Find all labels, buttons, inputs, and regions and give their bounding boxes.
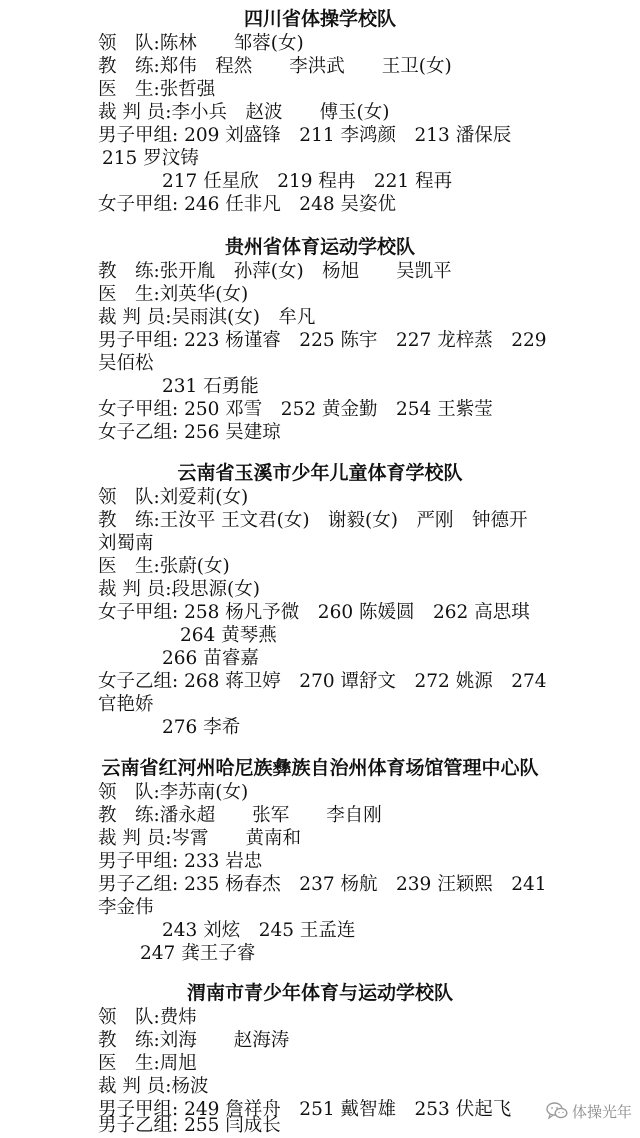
- roster-line: 吴佰松: [98, 353, 154, 374]
- roster-line: 217 任星欣 219 程冉 221 程再: [162, 171, 453, 192]
- roster-line: 女子乙组: 256 吴建琼: [98, 422, 281, 443]
- roster-line: 官艳娇: [98, 694, 154, 715]
- coach-line: 教 练:潘永超 张军 李自刚: [98, 805, 382, 826]
- wechat-icon: [546, 1102, 568, 1120]
- watermark-text: 体操光年: [571, 1102, 632, 1121]
- referee-line: 裁 判 员:李小兵 赵波 傅玉(女): [98, 102, 390, 123]
- team-leader-line: 领 队:李苏南(女): [98, 782, 249, 803]
- roster-line: 男子甲组: 233 岩忠: [98, 851, 263, 872]
- section-title: 云南省玉溪市少年儿童体育学校队: [177, 462, 463, 484]
- team-leader-line: 领 队:陈林 邹蓉(女): [98, 33, 304, 54]
- team-leader-line: 领 队:刘爱莉(女): [98, 487, 249, 508]
- coach-line: 教 练:王汝平 王文君(女) 谢毅(女) 严刚 钟德开: [98, 510, 528, 531]
- roster-line: 264 黄琴燕: [180, 625, 277, 646]
- doctor-line: 医 生:张哲强: [98, 79, 216, 100]
- section-title: 贵州省体育运动学校队: [224, 236, 415, 258]
- section-title: 渭南市青少年体育与运动学校队: [186, 982, 453, 1004]
- section-title: 四川省体操学校队: [243, 8, 396, 30]
- coach-line: 刘蜀南: [98, 533, 154, 554]
- referee-line: 裁 判 员:岑霄 黄南和: [98, 828, 301, 849]
- section-title: 云南省红河州哈尼族彝族自治州体育场馆管理中心队: [101, 757, 539, 779]
- roster-line: 276 李希: [162, 717, 241, 738]
- roster-line: 男子甲组: 223 杨谨睿 225 陈宇 227 龙梓蒸 229: [98, 330, 547, 351]
- roster-line: 女子甲组: 246 任非凡 248 吴姿优: [98, 194, 396, 215]
- roster-line: 266 苗睿嘉: [162, 648, 259, 669]
- roster-line: 女子乙组: 268 蒋卫婷 270 谭舒文 272 姚源 274: [98, 671, 547, 692]
- team-leader-line: 领 队:费炜: [98, 1007, 197, 1028]
- doctor-line: 医 生:张蔚(女): [98, 556, 230, 577]
- roster-line: 男子乙组: 255 闫成长: [98, 1115, 281, 1136]
- coach-line: 教 练:郑伟 程然 李洪武 王卫(女): [98, 56, 452, 77]
- roster-line: 243 刘炫 245 王孟连: [162, 920, 356, 941]
- roster-line: 男子甲组: 209 刘盛锋 211 李鸿颜 213 潘保辰: [98, 125, 512, 146]
- roster-line: 215 罗汶铸: [102, 148, 199, 169]
- roster-line: 247 龚王子睿: [140, 943, 256, 964]
- roster-line: 男子甲组: 249 詹祥舟 251 戴智雄 253 伏起飞: [98, 1099, 512, 1120]
- referee-line: 裁 判 员:杨波: [98, 1076, 209, 1097]
- roster-line: 231 石勇能: [162, 376, 259, 397]
- roster-line: 女子甲组: 258 杨凡予微 260 陈媛圆 262 高思琪: [98, 602, 530, 623]
- doctor-line: 医 生:周旭: [98, 1053, 197, 1074]
- roster-line: 男子乙组: 235 杨春杰 237 杨航 239 汪颖熙 241: [98, 874, 547, 895]
- watermark: [546, 1098, 632, 1124]
- roster-line: 李金伟: [98, 897, 154, 918]
- coach-line: 教 练:张开胤 孙萍(女) 杨旭 吴凯平: [98, 261, 452, 282]
- doctor-line: 医 生:刘英华(女): [98, 284, 249, 305]
- referee-line: 裁 判 员:吴雨淇(女) 牟凡: [98, 307, 316, 328]
- roster-line: 女子甲组: 250 邓雪 252 黄金勤 254 王紫莹: [98, 399, 493, 420]
- referee-line: 裁 判 员:段思源(女): [98, 579, 260, 600]
- coach-line: 教 练:刘海 赵海涛: [98, 1030, 290, 1051]
